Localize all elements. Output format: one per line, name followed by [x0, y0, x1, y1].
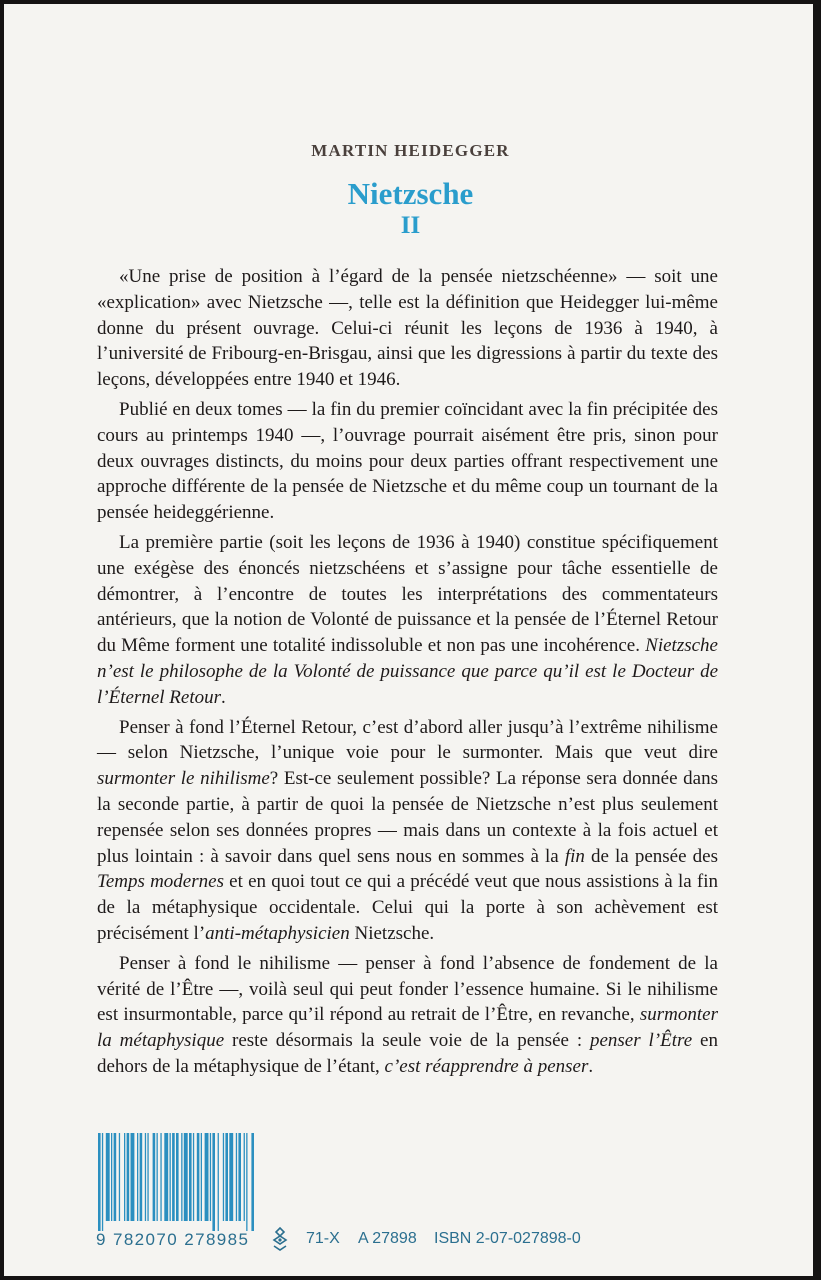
barcode-bar: [229, 1133, 233, 1221]
barcode-bar: [106, 1133, 110, 1221]
blurb-run: Penser à fond le nihilisme — penser à fond l’absence de fondement de la vérité de l’Être —, voilà seul qui peut fonder l’essence humaine. Si le nihilisme est insurmontable, parce qu’il répond au retrait de l’Être, en revanche,: [97, 952, 718, 1026]
book-title: Nietzsche: [347, 176, 474, 211]
barcode-bar: [145, 1133, 146, 1221]
blurb-italic-run: surmonter le nihilisme: [97, 768, 270, 790]
barcode-bar: [201, 1133, 202, 1221]
blurb-italic-run: penser l’Être: [589, 1030, 693, 1052]
blurb-paragraph: [97, 530, 718, 711]
barcode-bar: [176, 1133, 179, 1221]
barcode-bar: [184, 1133, 188, 1221]
barcode-bar: [147, 1133, 148, 1221]
barcode-number: 9 782070 278985: [96, 1230, 250, 1249]
blurb-italic-run: Temps modernes: [97, 871, 224, 893]
blurb-italic-run: Nietzsche n’est le philosophe de la Volonté de puissance que parce qu’il est le Docteur de l’Éternel Retour: [97, 635, 718, 708]
barcode-bar: [238, 1133, 241, 1221]
blurb-run: «Une prise de position à l’égard de la pensée nietzschéenne» — soit une «explication» avec Nietzsche —, telle est la définition que Heidegger lui-même donne du présent ouvrage. Celui-ci réunit les leçons de 1936 à 1940, à l’université de Fribourg-en-Brisgau, ainsi que les digressions à partir du texte des leçons, développées entre 1940 et 1946.: [97, 266, 718, 391]
blurb-italic-run: c’est réapprendre à penser: [384, 1055, 589, 1077]
barcode-bar: [210, 1133, 211, 1221]
blurb-run: et en quoi tout ce qui a précédé veut que nous assistions à la fin de la métaphysique occidentale. Celui qui la porte à son achèvement est précisément l’: [97, 871, 718, 944]
blurb-run: .: [588, 1055, 594, 1077]
barcode-bar: [131, 1133, 135, 1221]
barcode: [96, 1133, 256, 1231]
barcode-bar: [251, 1133, 254, 1231]
blurb-run: Penser à fond l’Éternel Retour, c’est d’abord aller jusqu’à l’extrême nihilisme — selon Nietzsche, l’unique voie pour le surmonter. Mais que veut dire: [97, 716, 718, 764]
blurb-run: Nietzsche.: [349, 922, 435, 944]
blurb-run: .: [221, 686, 226, 708]
barcode-bar: [102, 1133, 103, 1231]
blurb-run: reste désormais la seule voie de la pensée :: [224, 1030, 590, 1052]
barcode-bar: [119, 1133, 120, 1221]
barcode-bar: [164, 1133, 168, 1221]
barcode-bar: [137, 1133, 138, 1221]
barcode-bar: [244, 1133, 245, 1221]
barcode-bar: [181, 1133, 182, 1221]
barcode-bar: [98, 1133, 101, 1231]
barcode-bar: [170, 1133, 171, 1221]
blurb-italic-run: surmonter la métaphysique: [97, 1004, 718, 1052]
gallimard-logo-icon: [268, 1226, 292, 1254]
barcode-bar: [197, 1133, 200, 1221]
barcode-bar: [172, 1133, 175, 1221]
barcode-bar: [218, 1133, 219, 1231]
barcode-bar: [140, 1133, 143, 1221]
code-71x: 71-X: [306, 1230, 340, 1247]
blurb-paragraph: [97, 715, 718, 947]
blurb-text: [97, 264, 718, 1084]
blurb-paragraph: [97, 397, 718, 526]
barcode-bar: [193, 1133, 194, 1221]
blurb-run: La première partie (soit les leçons de 1936 à 1940) constitue spécifiquement une exégèse des énoncés nietzschéens et s’assigne pour tâche essentielle de démontrer, à l’encontre de toutes les interprétations des commentateurs antérieurs, que la notion de Volonté de puissance et la pensée de l’Éternel Retour du Même forment une totalité indissoluble et non pas une incohérence.: [97, 531, 718, 657]
author-name: MARTIN HEIDEGGER: [311, 141, 510, 160]
barcode-bar: [225, 1133, 228, 1221]
barcode-bar: [127, 1133, 130, 1221]
barcode-bar: [124, 1133, 125, 1221]
barcode-bar: [153, 1133, 156, 1221]
barcode-bar: [157, 1133, 158, 1221]
barcode-bar: [189, 1133, 192, 1221]
barcode-bar: [111, 1133, 112, 1221]
isbn-code: ISBN 2-07-027898-0: [434, 1230, 581, 1247]
barcode-bar: [114, 1133, 117, 1221]
barcode-bar: [160, 1133, 161, 1221]
blurb-run: Publié en deux tomes — la fin du premier coïncidant avec la fin précipitée des cours au printemps 1940 —, l’ouvrage pourrait aisément être pris, sinon pour deux ouvrages distincts, du moins pour deux parties offrant respectivement une approche différente de la pensée de Nietzsche et du même coup un tournant de la pensée heideggérienne.: [97, 398, 718, 524]
blurb-run: ? Est-ce seulement possible? La réponse sera donnée dans la seconde partie, à partir de quoi la pensée de Nietzsche n’est plus seulement repensée selon ses données propres — mais dans un contexte à la fois actuel et plus lointain : à savoir dans quel sens nous en sommes à la: [97, 768, 718, 867]
blurb-italic-run: anti-métaphysicien: [205, 922, 350, 944]
blurb-paragraph: [97, 264, 718, 393]
barcode-bars: [96, 1133, 256, 1231]
blurb-paragraph: [97, 951, 718, 1080]
barcode-bar: [223, 1133, 224, 1221]
volume-number: II: [400, 212, 421, 239]
blurb-italic-run: fin: [564, 845, 585, 867]
barcode-bar: [236, 1133, 237, 1221]
barcode-bar: [205, 1133, 209, 1221]
barcode-bar: [212, 1133, 215, 1231]
barcode-bar: [246, 1133, 247, 1231]
code-a27898: A 27898: [358, 1230, 417, 1247]
blurb-run: de la pensée des: [584, 845, 718, 867]
blurb-run: en dehors de la métaphysique de l’étant,: [97, 1030, 718, 1077]
